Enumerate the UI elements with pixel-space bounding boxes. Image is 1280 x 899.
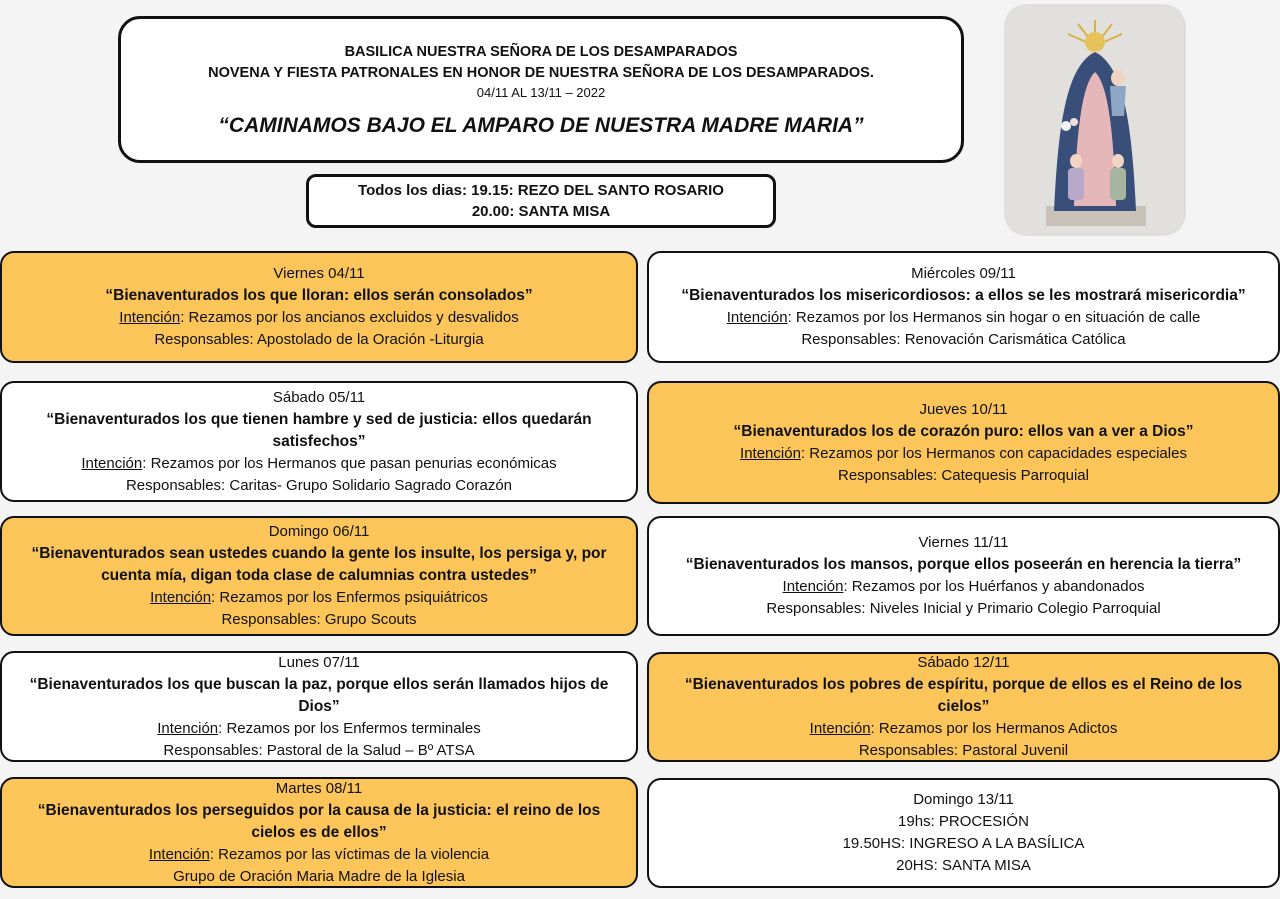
day-quote: “Bienaventurados los que lloran: ellos serán consolados” <box>105 287 533 304</box>
day-responsables: Responsables: Apostolado de la Oración -Liturgia <box>154 331 484 348</box>
day-quote: “Bienaventurados los misericordiosos: a ellos se les mostrará misericordia” <box>681 287 1246 304</box>
day-responsables: Grupo de Oración Maria Madre de la Iglesia <box>173 867 465 885</box>
day-intention <box>119 307 518 329</box>
intention-text: : Rezamos por los Huérfanos y abandonados <box>843 578 1145 595</box>
day-intention <box>157 718 481 740</box>
day-title: Viernes 11/11 <box>918 534 1009 551</box>
intention-text: : Rezamos por los Hermanos con capacidades especiales <box>800 444 1187 462</box>
day-responsables: Responsables: Pastoral Juvenil <box>858 742 1069 759</box>
day-card-jueves-10 <box>647 381 1280 504</box>
day-card-domingo-13 <box>647 778 1280 888</box>
intention-label: Intención <box>119 309 181 326</box>
day-quote: “Bienaventurados los perseguidos por la causa de la justicia: el reino de los cielos es de ellos” <box>37 801 601 841</box>
day-quote: “Bienaventurados los que buscan la paz, porque ellos serán llamados hijos de Dios” <box>29 675 609 715</box>
day-responsables: Responsables: Renovación Carismática Católica <box>801 331 1126 348</box>
day-quote: “Bienaventurados los que tienen hambre y sed de justicia: ellos quedarán satisfechos” <box>46 410 592 450</box>
header-subtitle: NOVENA Y FIESTA PATRONALES EN HONOR DE NUESTRA SEÑORA DE LOS DESAMPARADOS. <box>208 64 874 81</box>
day-title: Jueves 10/11 <box>919 400 1008 418</box>
final-day-mass: 20HS: SANTA MISA <box>896 857 1031 874</box>
intention-label: Intención <box>81 454 143 472</box>
day-title: Miércoles 09/11 <box>911 265 1016 282</box>
day-responsables: Responsables: Catequesis Parroquial <box>838 466 1089 484</box>
intention-label: Intención <box>726 309 788 326</box>
intention-text: : Rezamos por los Hermanos sin hogar o en situación de calle <box>787 309 1201 326</box>
intention-label: Intención <box>809 720 871 737</box>
intention-text: : Rezamos por los Enfermos terminales <box>218 719 481 737</box>
schedule-mass: 20.00: SANTA MISA <box>471 203 611 220</box>
day-intention <box>150 587 488 609</box>
daily-schedule-box <box>306 174 776 228</box>
day-card-lunes-07 <box>0 651 638 762</box>
day-card-viernes-11 <box>647 516 1280 636</box>
day-responsables: Responsables: Pastoral de la Salud – Bº ATSA <box>163 741 475 759</box>
header-box <box>118 16 964 163</box>
virgin-mary-statue-image <box>1006 6 1184 234</box>
day-intention <box>81 453 556 475</box>
header-dates: 04/11 AL 13/11 – 2022 <box>476 84 606 100</box>
final-day-entry: 19.50HS: INGRESO A LA BASÍLICA <box>842 835 1085 852</box>
intention-text: : Rezamos por los Enfermos psiquiátricos <box>211 589 488 606</box>
intention-label: Intención <box>148 845 210 863</box>
day-title: Sábado 05/11 <box>272 388 366 406</box>
day-card-domingo-06 <box>0 516 638 636</box>
day-title: Domingo 06/11 <box>268 523 370 540</box>
day-card-martes-08 <box>0 777 638 888</box>
final-day-procession: 19hs: PROCESIÓN <box>898 813 1029 830</box>
day-responsables: Responsables: Caritas- Grupo Solidario Sagrado Corazón <box>125 476 513 494</box>
intention-label: Intención <box>157 719 219 737</box>
day-card-viernes-04 <box>0 251 638 363</box>
intention-label: Intención <box>782 578 844 595</box>
day-title: Martes 08/11 <box>275 779 363 797</box>
day-title: Sábado 12/11 <box>917 654 1010 671</box>
day-card-sabado-12 <box>647 652 1280 762</box>
day-intention <box>149 844 489 866</box>
day-title: Lunes 07/11 <box>278 653 360 671</box>
day-responsables: Responsables: Niveles Inicial y Primario Colegio Parroquial <box>766 600 1161 617</box>
schedule-rosary: Todos los dias: 19.15: REZO DEL SANTO ROSARIO <box>358 182 724 199</box>
day-intention <box>740 443 1187 465</box>
day-card-sabado-05 <box>0 381 638 502</box>
intention-label: Intención <box>740 444 801 462</box>
day-quote: “Bienaventurados sean ustedes cuando la gente los insulte, los persiga y, por cuenta mía, digan toda clase de calumnias contra ustedes” <box>31 545 607 584</box>
intention-text: : Rezamos por las víctimas de la violencia <box>209 845 490 863</box>
day-quote: “Bienaventurados los mansos, porque ellos poseerán en herencia la tierra” <box>685 556 1242 573</box>
day-intention <box>783 576 1145 598</box>
intention-text: : Rezamos por los ancianos excluidos y desvalidos <box>180 309 519 326</box>
final-day-title: Domingo 13/11 <box>913 791 1014 808</box>
header-motto: “CAMINAMOS BAJO EL AMPARO DE NUESTRA MADRE MARIA” <box>218 113 864 137</box>
day-responsables: Responsables: Grupo Scouts <box>221 611 417 628</box>
day-quote: “Bienaventurados los de corazón puro: ellos van a ver a Dios” <box>733 422 1194 440</box>
intention-text: : Rezamos por los Hermanos que pasan penurias económicas <box>142 454 557 472</box>
day-title: Viernes 04/11 <box>273 265 365 282</box>
header-title: BASILICA NUESTRA SEÑORA DE LOS DESAMPARADOS <box>344 43 738 60</box>
day-intention <box>727 307 1201 329</box>
day-intention <box>810 718 1118 740</box>
intention-label: Intención <box>150 589 212 606</box>
day-card-miercoles-09 <box>647 251 1280 363</box>
day-quote: “Bienaventurados los pobres de espíritu, porque de ellos es el Reino de los cielos” <box>684 676 1243 715</box>
intention-text: : Rezamos por los Hermanos Adictos <box>870 720 1118 737</box>
